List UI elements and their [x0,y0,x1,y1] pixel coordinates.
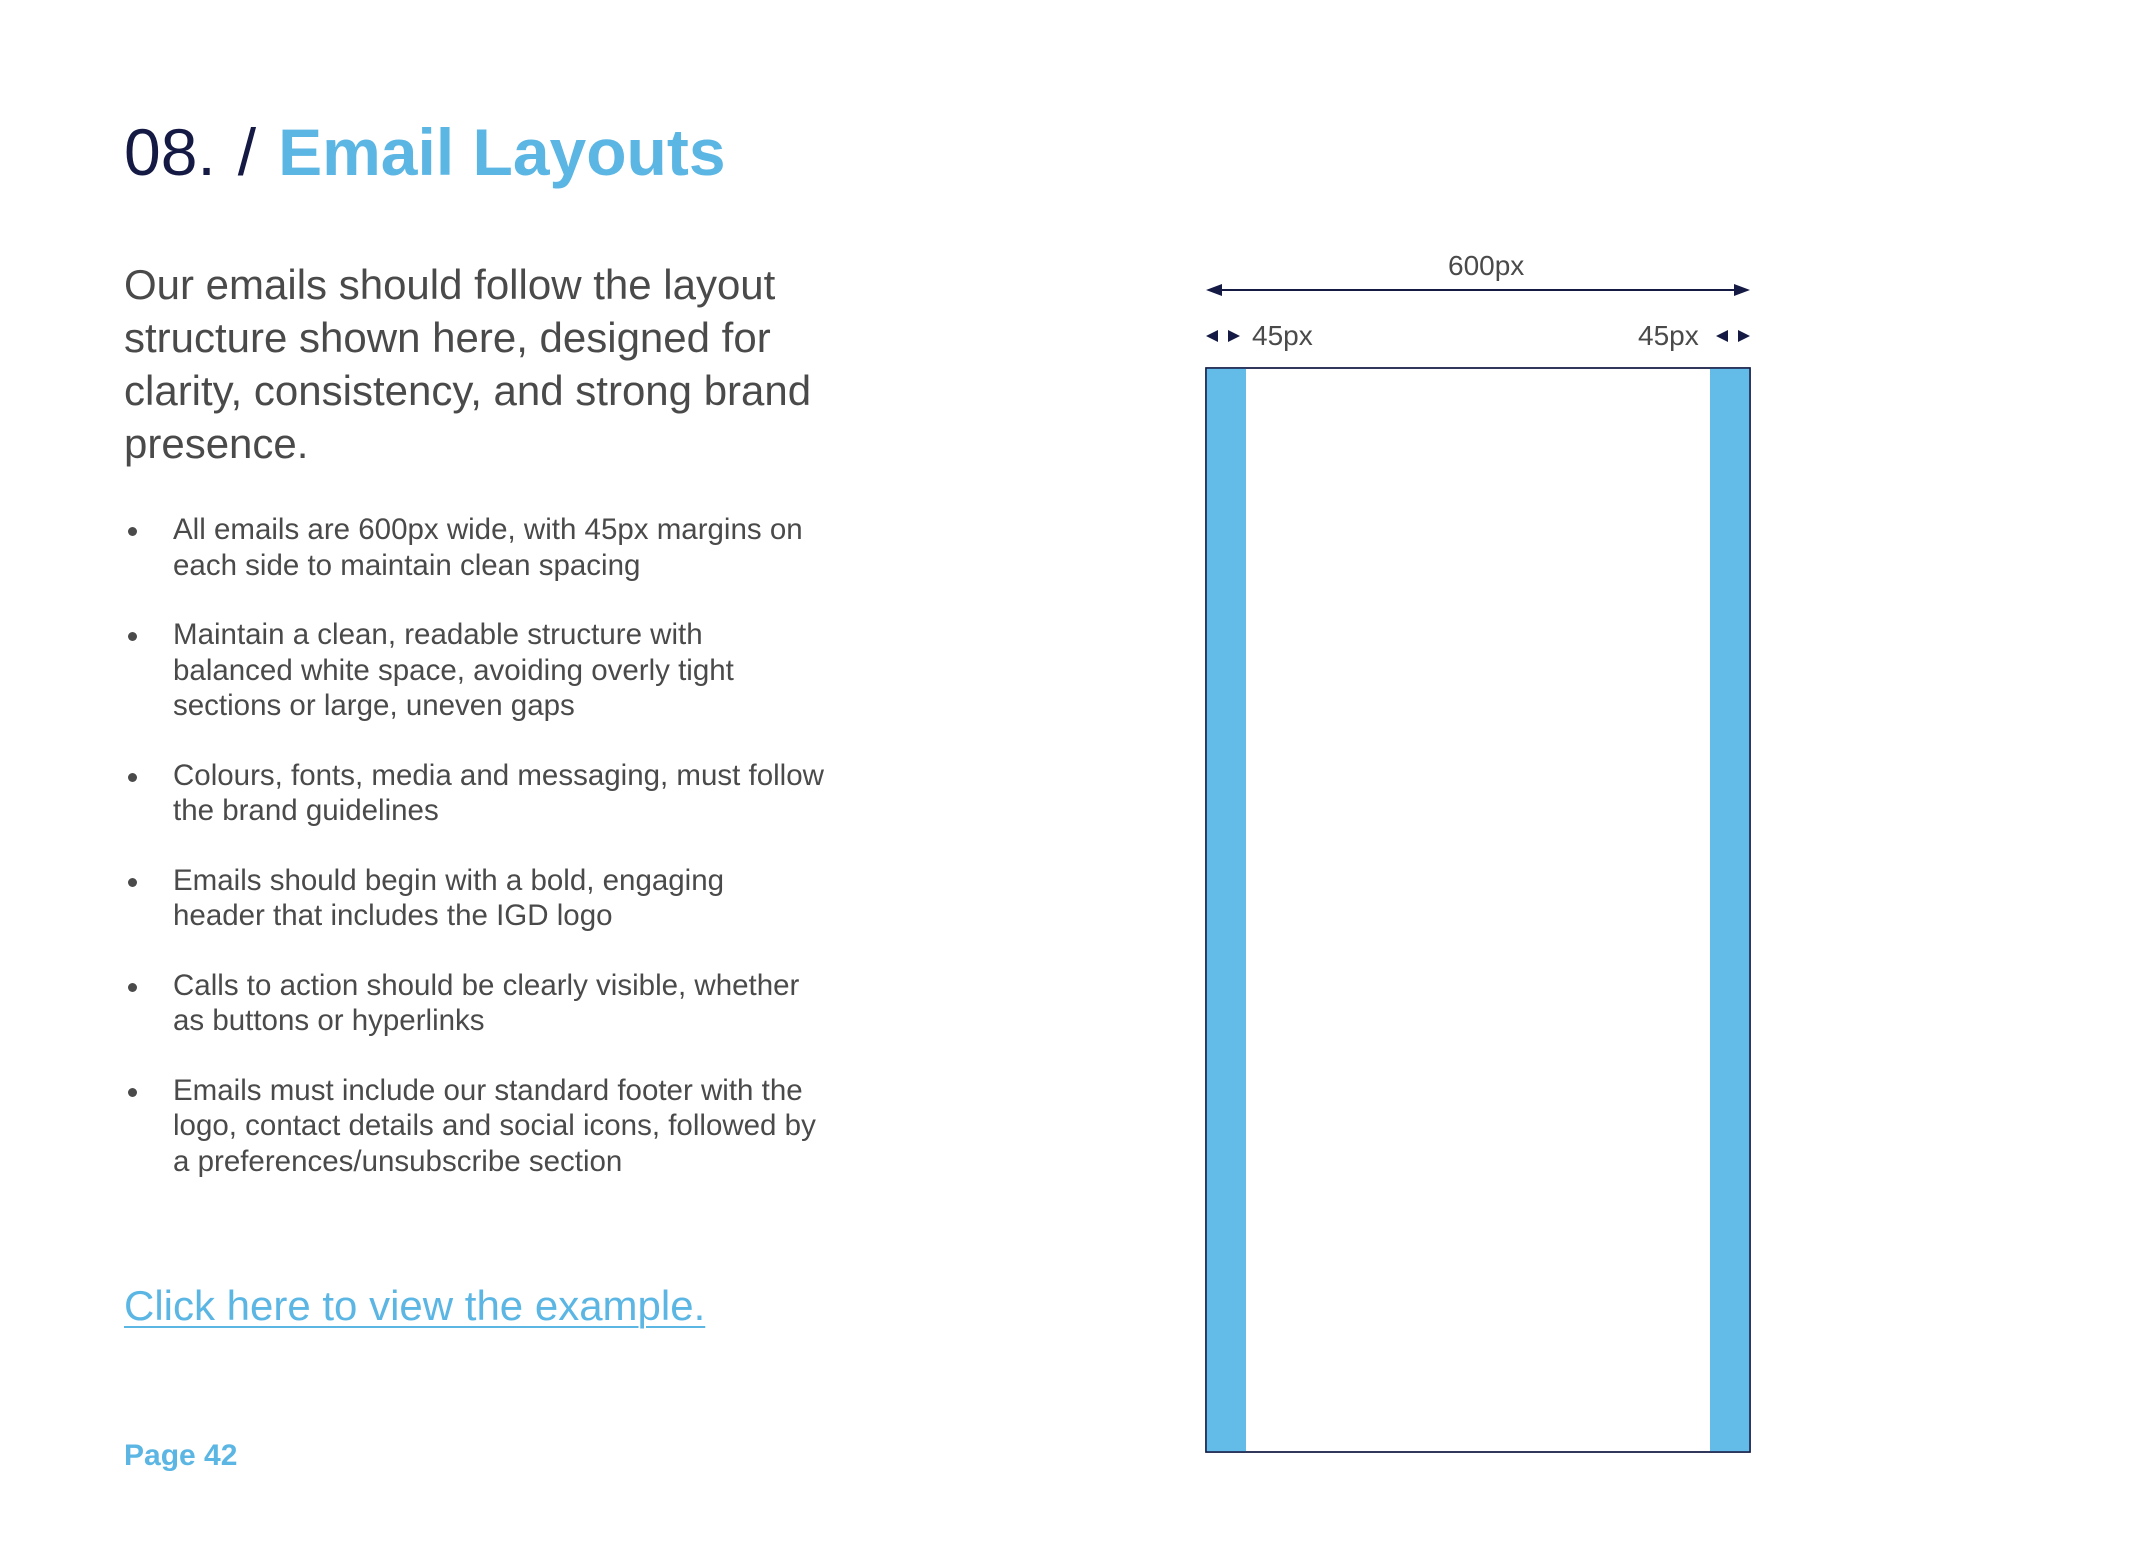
list-item-text: Emails should begin with a bold, engaging header that includes the IGD logo [173,863,725,932]
email-frame [1206,368,1750,1452]
view-example-link[interactable]: Click here to view the example. [124,1282,706,1329]
list-item [124,617,824,724]
margin-arrow-left-icon [1228,330,1240,342]
guideline-list [124,512,824,1213]
list-item [124,863,824,934]
bullet-icon [128,878,137,887]
left-margin-block [1206,368,1246,1452]
bullet-icon [128,773,137,782]
list-item [124,968,824,1039]
list-item [124,758,824,829]
bullet-icon [128,1088,137,1097]
list-item-text: Emails must include our standard footer with the logo, contact details and social icons, followed by a preferences/unsubscribe section [173,1073,816,1178]
page-title [124,112,726,192]
bullet-icon [128,632,137,641]
list-item-text: Colours, fonts, media and messaging, must follow the brand guidelines [173,758,824,827]
list-item-text: All emails are 600px wide, with 45px margins on each side to maintain clean spacing [173,513,803,582]
email-layout-diagram [1190,240,1770,1460]
layout-diagram-svg [1190,240,1770,1460]
right-margin-label: 45px [1638,320,1699,351]
list-item-text: Maintain a clean, readable structure with balanced white space, avoiding overly tight sections or large, uneven gaps [173,618,734,722]
left-margin-label: 45px [1252,320,1313,351]
intro-paragraph: Our emails should follow the layout structure shown here, designed for clarity, consistency, and strong brand presence. [124,261,812,467]
bullet-icon [128,527,137,536]
arrow-left-icon [1206,284,1222,296]
right-margin-block [1710,368,1750,1452]
section-number: 08. [124,115,216,189]
margin-arrow-right-icon [1716,330,1728,342]
margin-arrow-left-icon [1206,330,1218,342]
section-title: Email Layouts [278,115,726,189]
width-label: 600px [1448,250,1525,281]
arrow-right-icon [1734,284,1750,296]
page-number: Page 42 [124,1439,238,1472]
list-item [124,1073,824,1180]
list-item-text: Calls to action should be clearly visible, whether as buttons or hyperlinks [173,968,800,1037]
list-item [124,512,824,583]
title-separator: / [237,115,257,189]
bullet-icon [128,983,137,992]
margin-arrow-right-icon [1738,330,1750,342]
